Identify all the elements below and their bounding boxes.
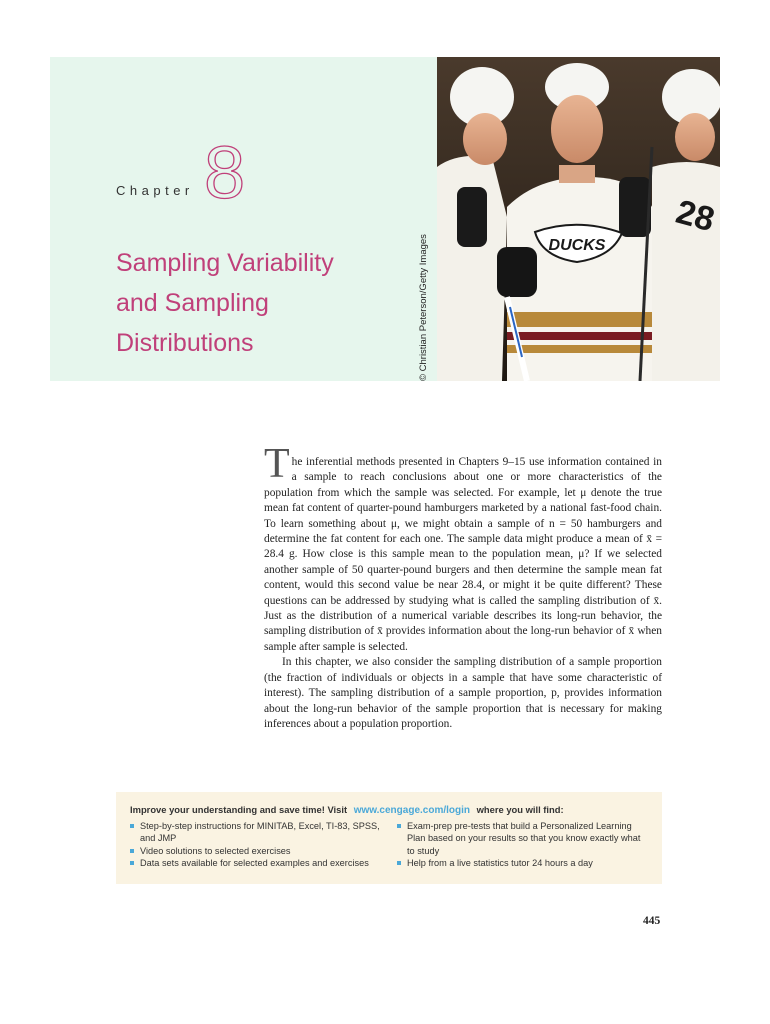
list-item: Help from a live statistics tutor 24 hours a day <box>397 857 647 869</box>
cengage-promo-box <box>116 792 662 884</box>
bullet-square-icon <box>397 824 401 828</box>
chapter-intro-text <box>264 441 662 732</box>
paragraph-text: he inferential methods presented in Chapters 9–15 use information contained in a sample to reach conclusions about one or more characteristics of the population from which the sample was selected. For example, let μ denote the true mean fat content of quarter-pound hamburgers marketed by a national fast-food chain. To learn something about μ, we might obtain a sample of n = 50 hamburgers and determine the fat content for each one. The sample data might produce a mean of x̄ = 28.4 g. How close is this sample mean to the population mean, μ? If we selected another sample of 50 quarter-pound burgers and then determine the sample mean fat content, would this second value be near 28.4, or might it be quite different? These questions can be addressed by studying what is called the sampling distribution of x̄. Just as the distribution of a numerical variable describes its long-run behavior, the sampling distribution of x̄ provides information about the long-run behavior of x̄ when sample after sample is selected. <box>264 456 662 653</box>
page-number: 445 <box>643 915 661 927</box>
bullet-square-icon <box>130 849 134 853</box>
chapter-title-line: and Sampling <box>116 289 269 317</box>
bullet-square-icon <box>130 861 134 865</box>
promo-url-link[interactable]: www.cengage.com/login <box>353 805 471 816</box>
promo-tail: where you will find: <box>476 804 564 815</box>
promo-lead: Improve your understanding and save time! Visit <box>130 804 348 815</box>
hockey-players-illustration <box>437 57 720 381</box>
drop-cap: T <box>264 441 290 487</box>
promo-heading <box>130 804 564 816</box>
chapter-label: Chapter <box>116 183 194 198</box>
chapter-number: 8 <box>204 131 246 214</box>
jersey-logo-text: DUCKS <box>548 237 606 254</box>
jersey-number-text: 28 <box>672 192 719 240</box>
chapter-title-line: Distributions <box>116 329 254 357</box>
promo-list-left <box>130 820 385 870</box>
promo-list-right <box>397 820 647 870</box>
list-item: Exam-prep pre-tests that build a Personalized Learning Plan based on your results so that you know exactly what to study <box>397 820 647 857</box>
list-item: Data sets available for selected examples and exercises <box>130 857 385 869</box>
chapter-title <box>116 243 416 363</box>
list-item: Step-by-step instructions for MINITAB, Excel, TI-83, SPSS, and JMP <box>130 820 385 845</box>
intro-paragraph-1 <box>264 441 662 655</box>
hockey-photo <box>437 57 720 381</box>
bullet-square-icon <box>130 824 134 828</box>
list-item: Video solutions to selected exercises <box>130 845 385 857</box>
chapter-title-line: Sampling Variability <box>116 249 334 277</box>
photo-credit: © Christian Peterson/Getty Images <box>418 234 429 381</box>
bullet-square-icon <box>397 861 401 865</box>
intro-paragraph-2: In this chapter, we also consider the sampling distribution of a sample proportion (the fraction of individuals or objects in a sample that have some characteristic of interest). The sampling distribution of a sample proportion, p, provides information about the long-run behavior of the sample proportion that is necessary for making inferences about a population proportion. <box>264 656 662 730</box>
